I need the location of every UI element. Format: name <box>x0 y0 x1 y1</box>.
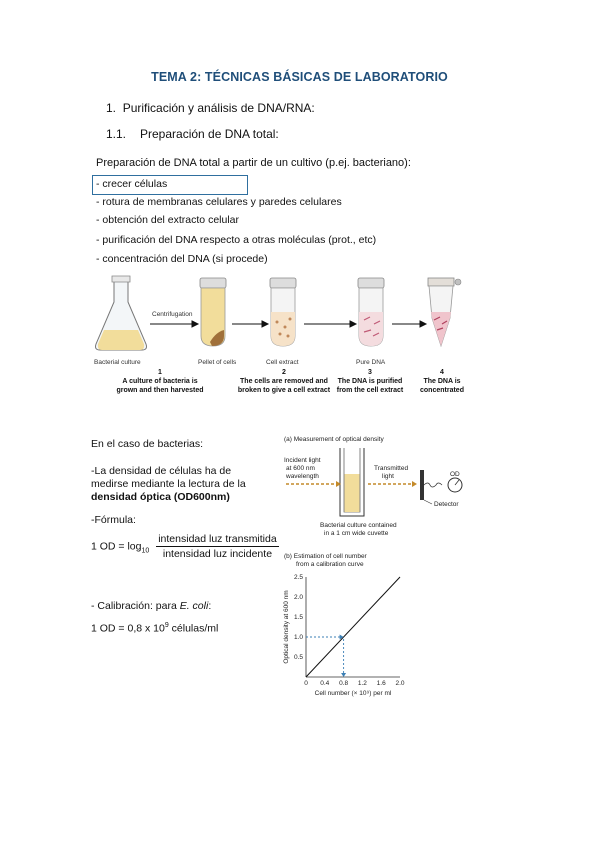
label-pellet: Pellet of cells <box>198 359 237 366</box>
annotation-arrow <box>341 673 346 677</box>
x-tick-label: 1.6 <box>376 680 386 687</box>
section-number: 1. <box>106 101 117 115</box>
step-caption: The DNA is purified <box>337 378 403 385</box>
tube-concentrated-icon <box>428 278 461 346</box>
calib-post: : <box>208 600 212 612</box>
calib-pre: - Calibración: para <box>91 600 180 612</box>
step-number: 4 <box>440 369 444 376</box>
page-title: TEMA 2: TÉCNICAS BÁSICAS DE LABORATORIO <box>151 70 448 84</box>
step-number: 1 <box>158 369 162 376</box>
panel-b-heading: (b) Estimation of cell number <box>284 553 367 560</box>
od-label: OD <box>450 471 460 478</box>
od-formula <box>91 533 279 560</box>
formula-sub: 10 <box>141 547 150 555</box>
cuvette-caption: Bacterial culture contained <box>320 522 397 529</box>
x-tick-label: 0.8 <box>339 680 349 687</box>
y-tick-label: 1.5 <box>293 614 303 621</box>
y-tick-label: 2.5 <box>293 574 303 581</box>
step-number: 3 <box>368 369 372 376</box>
prep-step: - concentración del DNA (si procede) <box>96 253 268 265</box>
od-eq-pre: 1 OD = 0,8 x 10 <box>91 622 165 635</box>
od-equivalence <box>91 622 218 635</box>
detector-label: Detector <box>434 501 459 508</box>
od-eq-post: células/ml <box>168 622 219 635</box>
section-heading-1 <box>106 101 315 115</box>
formula-fraction <box>156 533 278 560</box>
bacteria-intro: En el caso de bacterias: <box>91 438 204 450</box>
prep-title: Preparación de DNA total a partir de un cultivo (p.ej. bacteriano): <box>96 157 411 169</box>
prep-step: - crecer células <box>96 178 168 190</box>
centrifugation-label: Centrifugation <box>152 311 193 318</box>
tube-dna-icon <box>358 278 384 346</box>
step-caption: concentrated <box>420 387 464 394</box>
y-tick-label: 0.5 <box>293 654 303 661</box>
section-text: Purificación y análisis de DNA/RNA: <box>122 101 315 115</box>
step-caption: grown and then harvested <box>116 387 204 394</box>
step-caption: The DNA is <box>423 378 461 385</box>
panel-a-heading: (a) Measurement of optical density <box>284 436 384 443</box>
x-tick-label: 2.0 <box>395 680 405 687</box>
step-caption: A culture of bacteria is <box>122 378 198 385</box>
label-cell-extract: Cell extract <box>266 359 299 366</box>
series-line <box>306 577 400 677</box>
cuvette-caption: in a 1 cm wide cuvette <box>324 530 389 537</box>
panel-b-heading: from a calibration curve <box>296 561 364 568</box>
section-number: 1.1. <box>106 127 127 141</box>
section-heading-1-1 <box>106 127 279 141</box>
x-tick-label: 0.4 <box>320 680 330 687</box>
prep-step: - purificación del DNA respecto a otras moléculas (prot., etc) <box>96 234 377 246</box>
cuvette-icon <box>340 448 364 516</box>
dna-prep-diagram <box>92 272 482 402</box>
density-bold: densidad óptica (OD600nm) <box>91 491 230 503</box>
section-text: Preparación de DNA total: <box>140 127 279 141</box>
x-tick-label: 0 <box>304 680 308 687</box>
incident-label: wavelength <box>286 473 319 480</box>
step-number: 2 <box>282 369 286 376</box>
prep-step: - rotura de membranas celulares y paredes celulares <box>96 196 342 208</box>
tube-pellet-icon <box>200 278 226 346</box>
x-axis-label: Cell number (× 10⁹) per ml <box>314 690 392 697</box>
calibration-text <box>91 600 211 612</box>
calibration-chart <box>282 551 422 697</box>
y-axis-label: Optical density at 600 nm <box>283 590 290 664</box>
formula-numerator: intensidad luz transmitida <box>158 533 277 545</box>
formula-denominator: intensidad luz incidente <box>162 548 273 560</box>
step-caption: broken to give a cell extract <box>237 387 331 394</box>
incident-label: Incident light <box>284 457 321 464</box>
transmitted-label: light <box>382 473 394 480</box>
formula-lhs: 1 OD = log <box>91 540 142 553</box>
incident-label: at 600 nm <box>286 465 315 472</box>
step-caption: The cells are removed and <box>240 378 328 385</box>
density-text <box>91 465 271 504</box>
od-eq-exp: 9 <box>164 622 169 629</box>
flask-icon <box>96 276 147 350</box>
label-bacterial-culture: Bacterial culture <box>94 359 141 366</box>
formula-label: -Fórmula: <box>91 514 136 526</box>
y-tick-label: 2.0 <box>293 594 303 601</box>
transmitted-label: Transmitted <box>374 465 409 472</box>
label-pure-dna: Pure DNA <box>356 359 386 366</box>
od-measurement-figure <box>282 434 482 540</box>
density-pre: -La densidad de células ha de medirse mediante la lectura de la <box>91 465 246 490</box>
step-caption: from the cell extract <box>336 387 404 394</box>
prep-step: - obtención del extracto celular <box>96 214 239 226</box>
tube-extract-icon <box>270 278 296 346</box>
y-tick-label: 1.0 <box>293 634 303 641</box>
calib-organism: E. coli <box>179 600 209 612</box>
x-tick-label: 1.2 <box>357 680 367 687</box>
